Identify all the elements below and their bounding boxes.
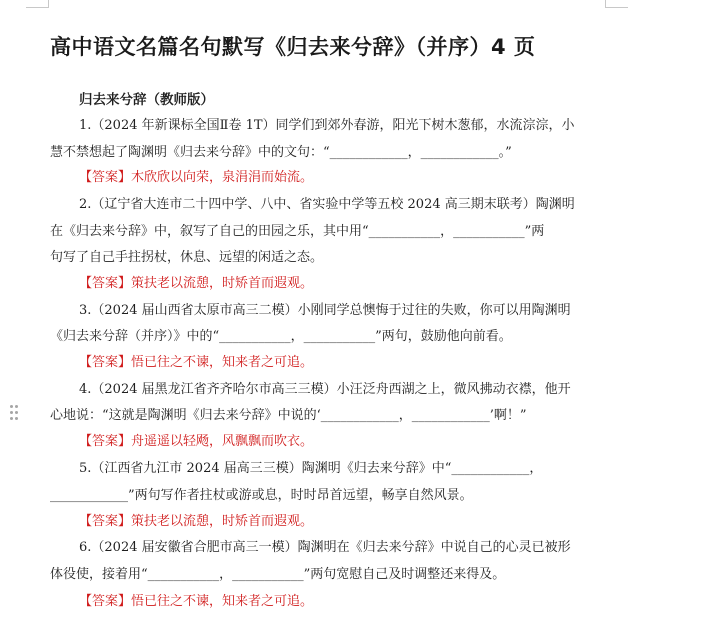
question-2-line-2: 在《归去来兮辞》中，叙写了自己的田园之乐，其中用“___________，___________”两 — [50, 224, 545, 239]
answer-tag: 【答案】 — [79, 170, 132, 185]
answer-text: 木欣欣以向荣，泉涓涓而始流。 — [131, 170, 314, 185]
answer-text: 策扶老以流憩，时矫首而遐观。 — [131, 514, 314, 529]
document-title: 高中语文名篇名句默写《归去来兮辞》（并序）4 页 — [50, 35, 536, 59]
answer-6 — [79, 592, 313, 612]
question-3-line-1: 3.（2024 届山西省太原市高三二模）小刚同学总懊悔于过往的失败，你可以用陶渊明 — [79, 303, 571, 318]
question-4-line-2: 心地说：“这就是陶渊明《归去来兮辞》中说的‘____________，____________’啊！” — [50, 408, 527, 423]
answer-4 — [79, 432, 313, 452]
answer-tag: 【答案】 — [79, 594, 132, 609]
answer-2 — [79, 274, 313, 294]
question-3-line-2: 《归去来兮辞（并序）》中的“___________，___________”两句，鼓励他向前看。 — [50, 329, 512, 344]
page-corner-mark-left — [26, 0, 49, 8]
page-corner-mark-right — [605, 0, 628, 8]
answer-text: 舟遥遥以轻飏，风飘飘而吹衣。 — [131, 434, 314, 449]
question-4-line-1: 4.（2024 届黑龙江省齐齐哈尔市高三三模）小汪泛舟西湖之上，微风拂动衣襟，他开 — [79, 382, 571, 397]
question-6-line-1: 6.（2024 届安徽省合肥市高三一模）陶渊明在《归去来兮辞》中说自己的心灵已被形 — [79, 540, 571, 555]
question-1-line-2: 慧不禁想起了陶渊明《归去来兮辞》中的文句：“____________，____________。” — [50, 145, 512, 160]
section-subtitle: 归去来兮辞（教师版） — [79, 92, 214, 108]
question-2-line-1: 2.（辽宁省大连市二十四中学、八中、省实验中学等五校 2024 高三期末联考）陶渊明 — [79, 197, 575, 212]
question-5-line-1: 5.（江西省九江市 2024 届高三三模）陶渊明《归去来兮辞》中“____________， — [79, 461, 543, 476]
answer-tag: 【答案】 — [79, 355, 132, 370]
answer-tag: 【答案】 — [79, 276, 132, 291]
answer-text: 悟已往之不谏，知来者之可追。 — [131, 594, 314, 609]
answer-5 — [79, 512, 313, 532]
answer-1 — [79, 168, 313, 188]
drag-handle-icon[interactable] — [10, 405, 18, 421]
question-2-line-3: 句写了自己手拄拐杖，休息、远望的闲适之态。 — [50, 250, 324, 265]
answer-3 — [79, 353, 313, 373]
answer-text: 悟已往之不谏，知来者之可追。 — [131, 355, 314, 370]
question-1-line-1: 1.（2024 年新课标全国Ⅱ卷 1T）同学们到郊外春游，阳光下树木葱郁，水流淙淙，小 — [79, 118, 575, 133]
question-5-line-2: ____________”两句写作者拄杖或游或息，时时昂首远望，畅享自然风景。 — [50, 488, 473, 503]
answer-tag: 【答案】 — [79, 514, 132, 529]
question-6-line-2: 体役使，接着用“___________，___________”两句宽慰自己及时调整还来得及。 — [50, 567, 506, 582]
answer-text: 策扶老以流憩，时矫首而遐观。 — [131, 276, 314, 291]
answer-tag: 【答案】 — [79, 434, 132, 449]
